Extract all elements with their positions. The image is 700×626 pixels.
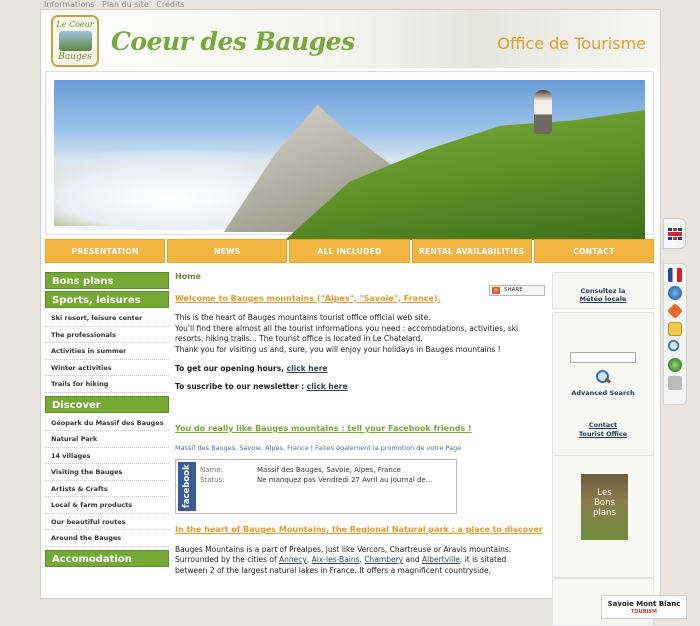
uk-flag-icon xyxy=(668,228,682,240)
savoie-logo-text: Savoie Mont Blanc xyxy=(607,600,681,608)
park-line: between 2 of the largest natural lakes in France. It offers a magnificent countryside, xyxy=(175,565,492,575)
facebook-name-label: Name: xyxy=(200,466,224,474)
logo-top-text: Le Coeur xyxy=(56,20,94,29)
nav-item[interactable]: Local & farm products xyxy=(45,497,169,514)
navigation-icon[interactable] xyxy=(667,303,683,319)
park-text-segment: , it is sitated xyxy=(459,555,507,564)
link-annecy[interactable]: Annecy xyxy=(279,555,307,564)
print-icon[interactable] xyxy=(668,376,682,390)
park-line: Surrounded by the cities of Annecy, Aix-les-Bains, Chambery and Albertville, it is sitated xyxy=(175,555,507,564)
tool-strip xyxy=(663,263,687,405)
nav-item[interactable]: Our beautiful routes xyxy=(45,514,169,531)
intro-line: Thank you for visiting us and, sure, you will enjoy your holidays in Bauges mountains ! xyxy=(175,344,501,354)
park-line: Bauges Mountains is a part of Prealpes, just like Vercors, Chartreuse or Aravis mountains. xyxy=(175,544,512,554)
nav-item[interactable]: Around the Bauges xyxy=(45,530,169,547)
banner xyxy=(45,71,654,235)
link-informations[interactable]: Informations xyxy=(44,0,95,9)
newsletter-text: To suscribe to our newsletter : xyxy=(175,381,307,391)
bons-plans-box xyxy=(552,456,654,578)
header xyxy=(41,10,660,68)
facebook-name-value: Massif des Bauges, Savoie, Alpes, France xyxy=(257,466,401,474)
opening-hours-link[interactable]: click here xyxy=(286,364,328,373)
nav-item[interactable]: Trails for hiking xyxy=(45,376,169,393)
facebook-status-value: Ne manquez pas Vendredi 27 Avril au journal de... xyxy=(257,476,433,484)
main-content xyxy=(175,272,547,576)
breadcrumb[interactable]: Home xyxy=(175,272,201,281)
main-menu xyxy=(45,239,654,263)
welcome-heading[interactable]: Welcome to Bauges mountains ("Alpes", "Savoie", France). xyxy=(175,293,441,303)
savoie-logo-subtext: TOURISM xyxy=(630,609,657,615)
facebook-widget[interactable] xyxy=(175,459,457,514)
nav-item[interactable]: Artists & Crafts xyxy=(45,481,169,498)
bons-plans-text: plans xyxy=(593,508,616,518)
french-flag-icon[interactable] xyxy=(668,268,682,282)
weather-box[interactable] xyxy=(552,272,654,309)
contact-link[interactable] xyxy=(553,421,653,439)
nav-bons-plans[interactable]: Bons plans xyxy=(45,272,169,289)
menu-contact[interactable]: CONTACT xyxy=(534,239,654,263)
nav-item[interactable]: 14 villages xyxy=(45,448,169,465)
site-logo[interactable] xyxy=(51,15,99,67)
facebook-status-label: Status: xyxy=(200,476,225,484)
link-aix-les-bains[interactable]: Aix-les-Bains xyxy=(311,555,360,564)
newsletter-line xyxy=(175,382,547,393)
nav-item[interactable]: Natural Park xyxy=(45,431,169,448)
brand-title: Coeur des Bauges xyxy=(111,27,355,56)
weather-line-1: Consultez la xyxy=(580,287,626,295)
newsletter-link[interactable]: click here xyxy=(306,381,348,391)
nav-item[interactable]: Visiting the Bauges xyxy=(45,464,169,481)
nav-item[interactable]: Ski resort, leisure center xyxy=(45,310,169,327)
english-language-tab[interactable] xyxy=(663,218,686,249)
nav-item[interactable]: Winter activities xyxy=(45,360,169,377)
logo-picture xyxy=(59,31,92,51)
page-container xyxy=(40,9,681,615)
link-credits[interactable]: Crédits xyxy=(156,0,185,9)
opening-hours-line xyxy=(175,364,547,375)
menu-news[interactable]: NEWS xyxy=(167,239,287,263)
facebook-heading[interactable]: You do really like Bauges mountains : tell your Facebook friends ! xyxy=(175,424,472,433)
top-links xyxy=(44,0,190,9)
facebook-name-row xyxy=(200,465,401,476)
nav-item[interactable]: The professionals xyxy=(45,327,169,344)
help-icon[interactable] xyxy=(668,286,682,300)
nav-item[interactable]: Activities in summer xyxy=(45,343,169,360)
intro-line: You'll find there almost all the tourist informations you need : accomodations, activities, ski resorts, hiking trails... The tourist office is located in Le Chatelard. xyxy=(175,323,519,343)
nav-section-sports[interactable]: Sports, leisures xyxy=(45,291,169,308)
logo-bottom-text: Bauges xyxy=(58,52,92,62)
partner-box xyxy=(552,578,681,626)
link-chambery[interactable]: Chambery xyxy=(364,555,404,564)
search-icon[interactable] xyxy=(595,369,611,385)
facebook-page-line[interactable]: Massif des Bauges, Savoie, Alpes, France | Faites également la promotion de votre Page xyxy=(175,443,462,452)
plus-icon: + xyxy=(493,287,499,294)
globe-icon[interactable] xyxy=(668,358,682,372)
advanced-search-link[interactable]: Advanced Search xyxy=(571,389,635,397)
menu-all-included[interactable]: ALL INCLUDED xyxy=(289,239,409,263)
search-input[interactable] xyxy=(570,352,636,363)
opening-hours-text: To get our opening hours, xyxy=(175,364,287,373)
weather-link[interactable]: Météo locale xyxy=(579,295,627,303)
link-site-map[interactable]: Plan du site xyxy=(102,0,149,9)
left-nav xyxy=(45,272,169,569)
nav-section-accomodation[interactable]: Accomodation xyxy=(45,550,169,567)
park-heading[interactable]: In the heart of Bauges Mountains, the Regional Natural park : a place to discover xyxy=(175,525,543,534)
facebook-logo-icon: facebook xyxy=(178,462,196,511)
park-text-segment: Surrounded by the cities of xyxy=(175,555,280,564)
contact-line-1: Contact xyxy=(588,421,618,429)
side-tabs xyxy=(663,218,687,405)
banner-photo xyxy=(54,80,645,226)
bons-plans-text: Les xyxy=(597,488,612,498)
bons-plans-banner[interactable] xyxy=(581,474,628,540)
link-albertville[interactable]: Albertville xyxy=(422,555,460,564)
bons-plans-text: Bons xyxy=(594,498,615,508)
park-text-segment: and xyxy=(403,555,422,564)
search-icon[interactable] xyxy=(668,340,682,354)
nav-section-discover[interactable]: Discover xyxy=(45,396,169,413)
banner-hiker xyxy=(534,90,552,134)
office-title: Office de Tourisme xyxy=(497,34,646,53)
share-label: SHARE xyxy=(504,287,523,293)
menu-presentation[interactable]: PRESENTATION xyxy=(45,239,165,263)
facebook-status-row xyxy=(200,475,432,486)
contact-line-2: Tourist Office xyxy=(578,430,628,438)
nav-item[interactable]: Géopark du Massif des Bauges xyxy=(45,415,169,432)
savoie-mont-blanc-logo[interactable] xyxy=(601,595,687,619)
intro-line: This is the heart of Bauges mountains tourist office official web site. xyxy=(175,313,431,322)
right-sidebar xyxy=(552,272,681,626)
park-text xyxy=(175,545,547,577)
search-box xyxy=(552,312,654,456)
menu-rental-availabilities[interactable]: RENTAL AVAILABILITIES xyxy=(412,239,532,263)
mail-icon[interactable] xyxy=(668,322,682,336)
intro-text xyxy=(175,313,547,355)
